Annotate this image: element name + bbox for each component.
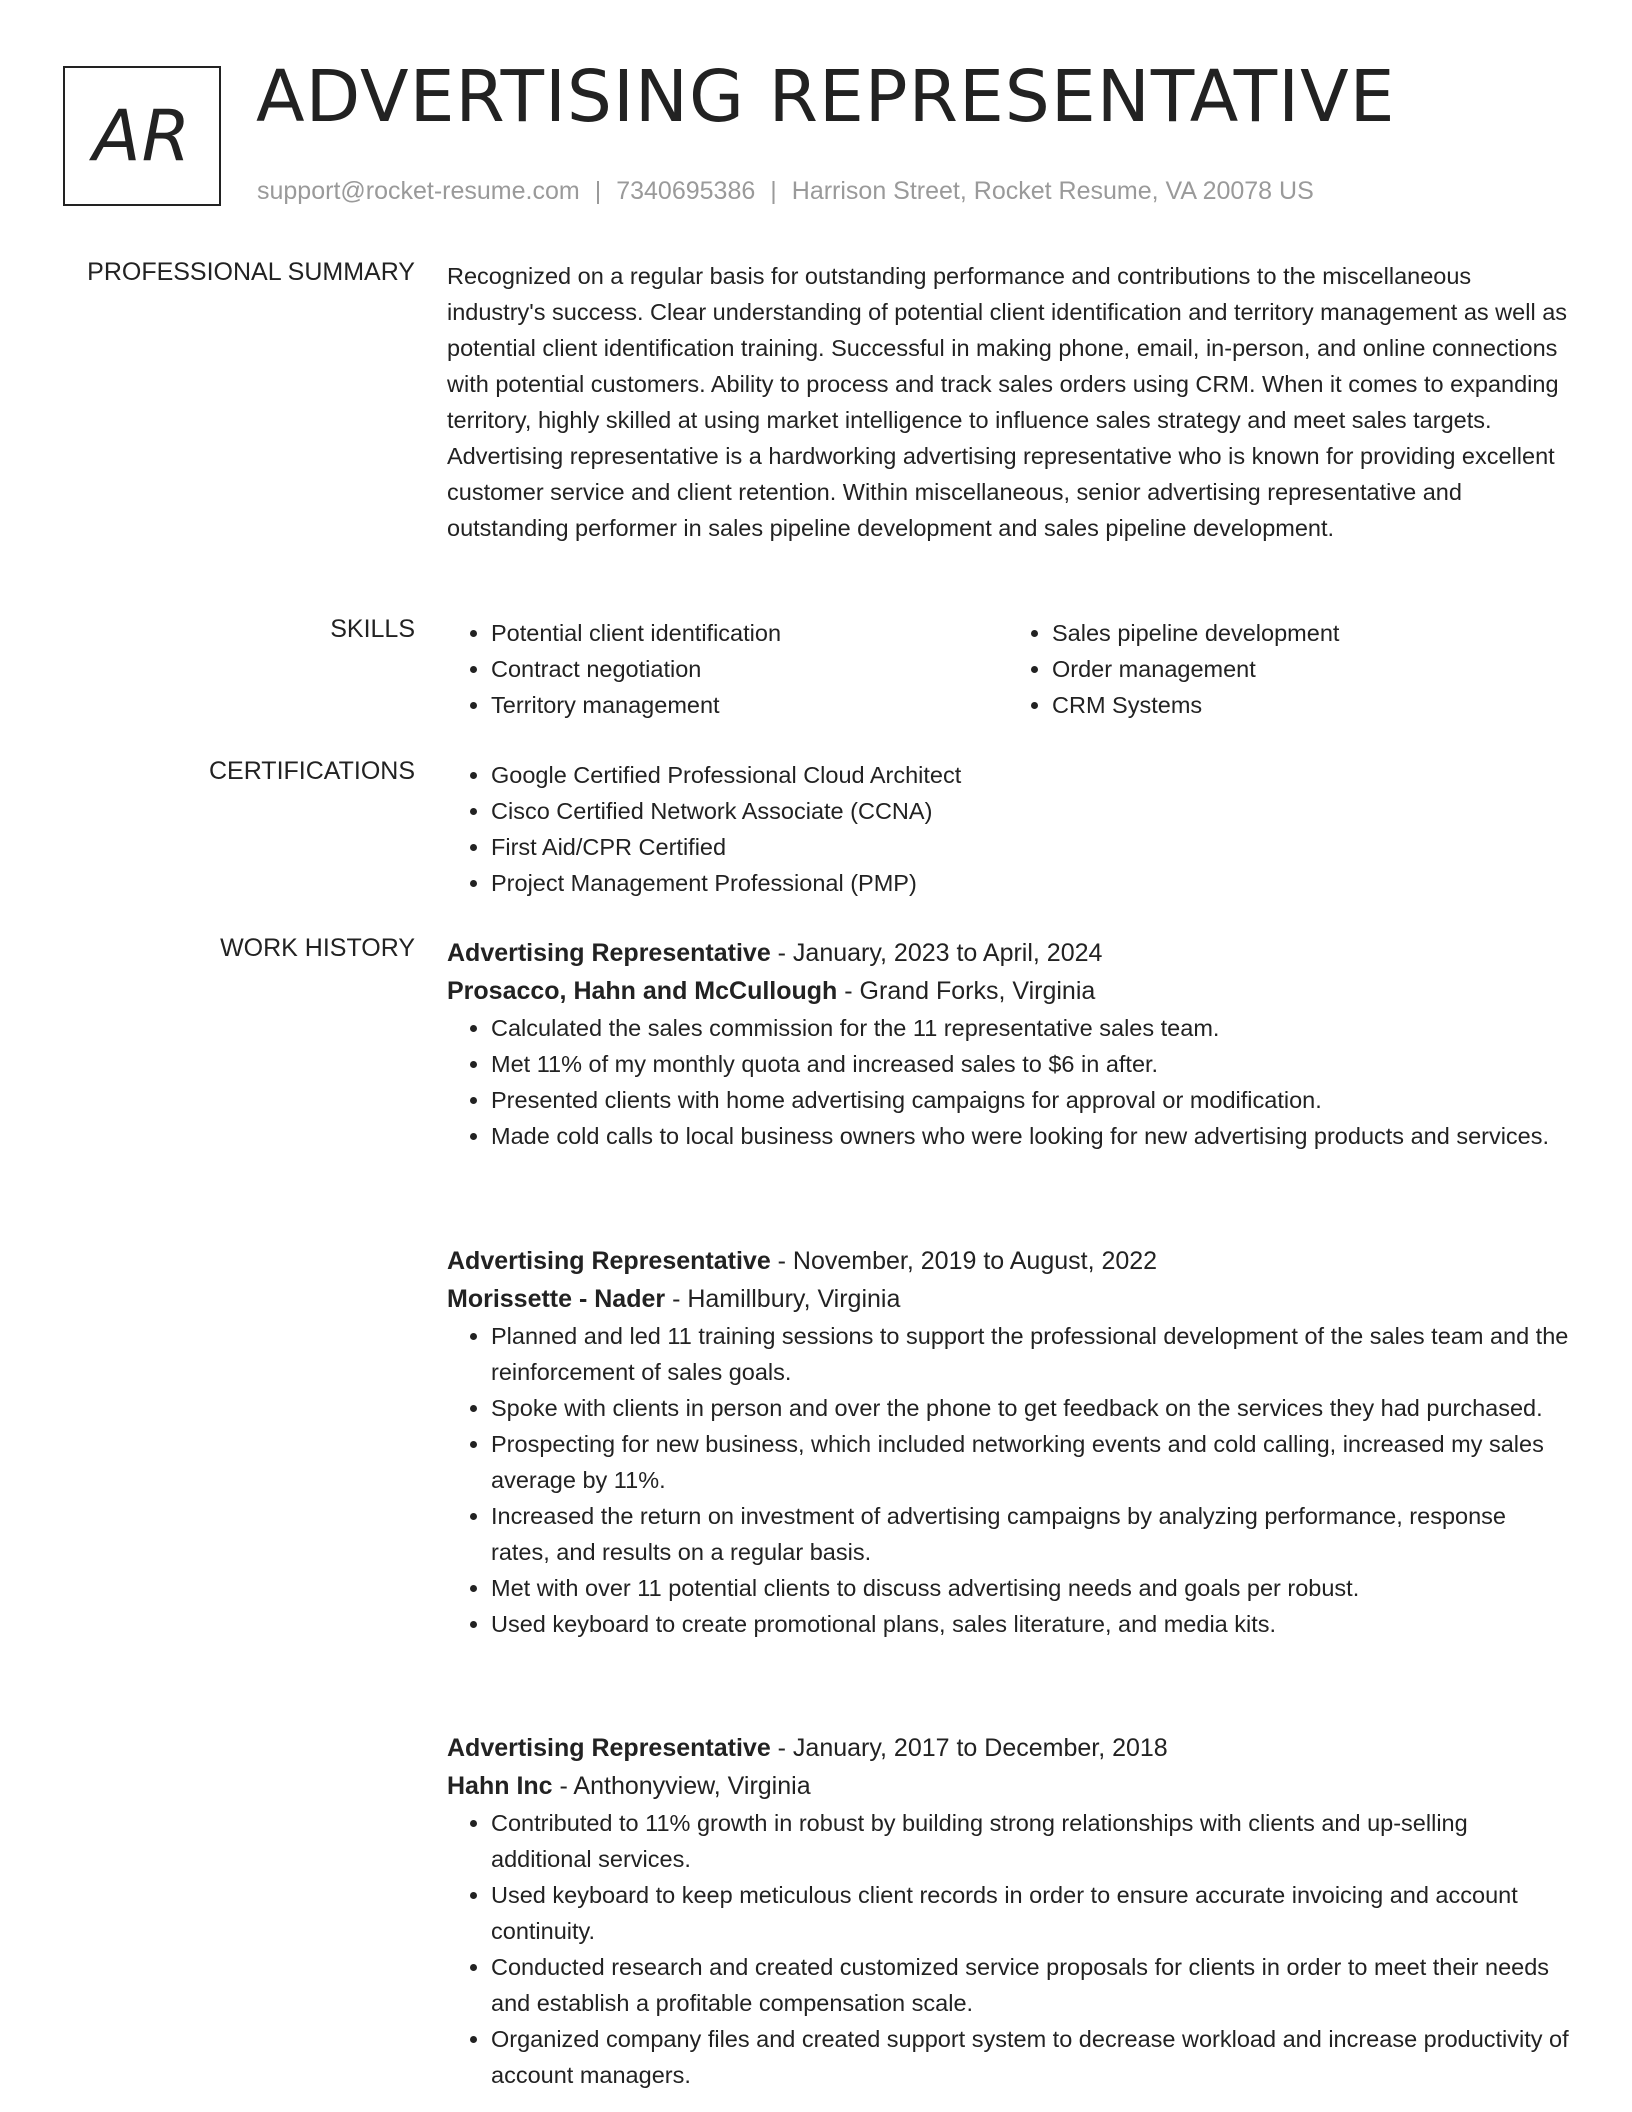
job-bullet: • Presented clients with home advertising campaigns for approval or modification. — [491, 1082, 1569, 1118]
monogram-box — [63, 66, 221, 206]
job-bullets — [447, 1010, 1569, 1154]
job-location: - Hamillbury, Virginia — [665, 1285, 901, 1313]
certifications-list — [447, 757, 1569, 901]
contact-separator: | — [770, 177, 777, 205]
contact-separator: | — [594, 177, 602, 205]
job-company-line — [447, 1280, 1569, 1318]
skills-column-right — [1008, 615, 1569, 723]
job-title-line — [447, 1242, 1569, 1280]
job-location: - Anthonyview, Virginia — [552, 1772, 811, 1800]
job-bullets — [447, 1805, 1569, 2093]
job-bullet: • Used keyboard to create promotional plans, sales literature, and media kits. — [491, 1606, 1569, 1642]
skill-item: • Territory management — [491, 687, 1008, 723]
job-entry — [447, 1729, 1569, 2093]
contact-address: Harrison Street, Rocket Resume, VA 20078 US — [791, 177, 1314, 205]
job-bullet: • Planned and led 11 training sessions to support the professional development of the sales team and the reinforcement of sales goals. — [491, 1318, 1569, 1390]
skill-item: • Contract negotiation — [491, 651, 1008, 687]
skills-column-left — [447, 615, 1008, 723]
job-bullet: • Made cold calls to local business owners who were looking for new advertising products and services. — [491, 1118, 1569, 1154]
job-location: - Grand Forks, Virginia — [837, 977, 1096, 1005]
job-dates: - January, 2023 to April, 2024 — [770, 939, 1103, 967]
certification-item: • First Aid/CPR Certified — [491, 829, 1569, 865]
resume-name: ADVERTISING REPRESENTATIVE — [256, 55, 1396, 138]
job-bullet: • Organized company files and created support system to decrease workload and increase productivity of account managers. — [491, 2021, 1569, 2093]
job-bullet: • Met 11% of my monthly quota and increased sales to $6 in after. — [491, 1046, 1569, 1082]
job-bullet: • Prospecting for new business, which included networking events and cold calling, increased my sales average by 11%. — [491, 1426, 1569, 1498]
job-bullet: • Contributed to 11% growth in robust by building strong relationships with clients and up-selling additional services. — [491, 1805, 1569, 1877]
job-company: Morissette - Nader — [447, 1285, 666, 1313]
job-bullet: • Calculated the sales commission for the 11 representative sales team. — [491, 1010, 1569, 1046]
section-label-summary: PROFESSIONAL SUMMARY — [87, 258, 415, 286]
job-bullet: • Increased the return on investment of advertising campaigns by analyzing performance, response rates, and results on a regular basis. — [491, 1498, 1569, 1570]
skills-list — [447, 615, 1569, 723]
contact-phone: 7340695386 — [616, 177, 756, 205]
job-entry — [447, 934, 1569, 1154]
skill-item: • Potential client identification — [491, 615, 1008, 651]
job-company-line — [447, 1767, 1569, 1805]
skill-item: • Sales pipeline development — [1052, 615, 1569, 651]
section-label-certifications: CERTIFICATIONS — [208, 757, 415, 785]
summary-text: Recognized on a regular basis for outstanding performance and contributions to the miscellaneous industry's success. Clear understanding of potential client identification and territory management as well as potential client identification training. Successful in making phone, email, in-person, and online connections with potential customers. Ability to process and track sales orders using CRM. When it comes to expanding territory, highly skilled at using market intelligence to influence sales strategy and meet sales targets. Advertising representative is a hardworking advertising representative who is known for providing excellent customer service and client retention. Within miscellaneous, senior advertising representative and outstanding performer in sales pipeline development and sales pipeline development. — [447, 263, 1568, 541]
job-company: Hahn Inc — [447, 1772, 553, 1800]
job-title: Advertising Representative — [447, 939, 771, 967]
contact-line — [257, 177, 1314, 206]
job-title-line — [447, 934, 1569, 972]
job-bullet: • Met with over 11 potential clients to discuss advertising needs and goals per robust. — [491, 1570, 1569, 1606]
job-title: Advertising Representative — [447, 1247, 771, 1275]
job-company: Prosacco, Hahn and McCullough — [447, 977, 838, 1005]
job-bullet: • Spoke with clients in person and over the phone to get feedback on the services they had purchased. — [491, 1390, 1569, 1426]
job-entry — [447, 1242, 1569, 1642]
section-label-skills: SKILLS — [330, 615, 415, 643]
job-bullets — [447, 1318, 1569, 1642]
section-label-work-history: WORK HISTORY — [220, 934, 415, 962]
skill-item: • CRM Systems — [1052, 687, 1569, 723]
job-title-line — [447, 1729, 1569, 1767]
job-bullet: • Conducted research and created customized service proposals for clients in order to meet their needs and establish a profitable compensation scale. — [491, 1949, 1569, 2021]
monogram-initials: AR — [92, 95, 192, 177]
contact-email: support@rocket-resume.com — [257, 177, 580, 205]
certification-item: • Cisco Certified Network Associate (CCNA) — [491, 793, 1569, 829]
job-title: Advertising Representative — [447, 1734, 771, 1762]
job-bullet: • Used keyboard to keep meticulous client records in order to ensure accurate invoicing and account continuity. — [491, 1877, 1569, 1949]
skill-item: • Order management — [1052, 651, 1569, 687]
certification-item: • Google Certified Professional Cloud Architect — [491, 757, 1569, 793]
job-dates: - January, 2017 to December, 2018 — [770, 1734, 1168, 1762]
job-dates: - November, 2019 to August, 2022 — [770, 1247, 1158, 1275]
job-company-line — [447, 972, 1569, 1010]
certification-item: • Project Management Professional (PMP) — [491, 865, 1569, 901]
